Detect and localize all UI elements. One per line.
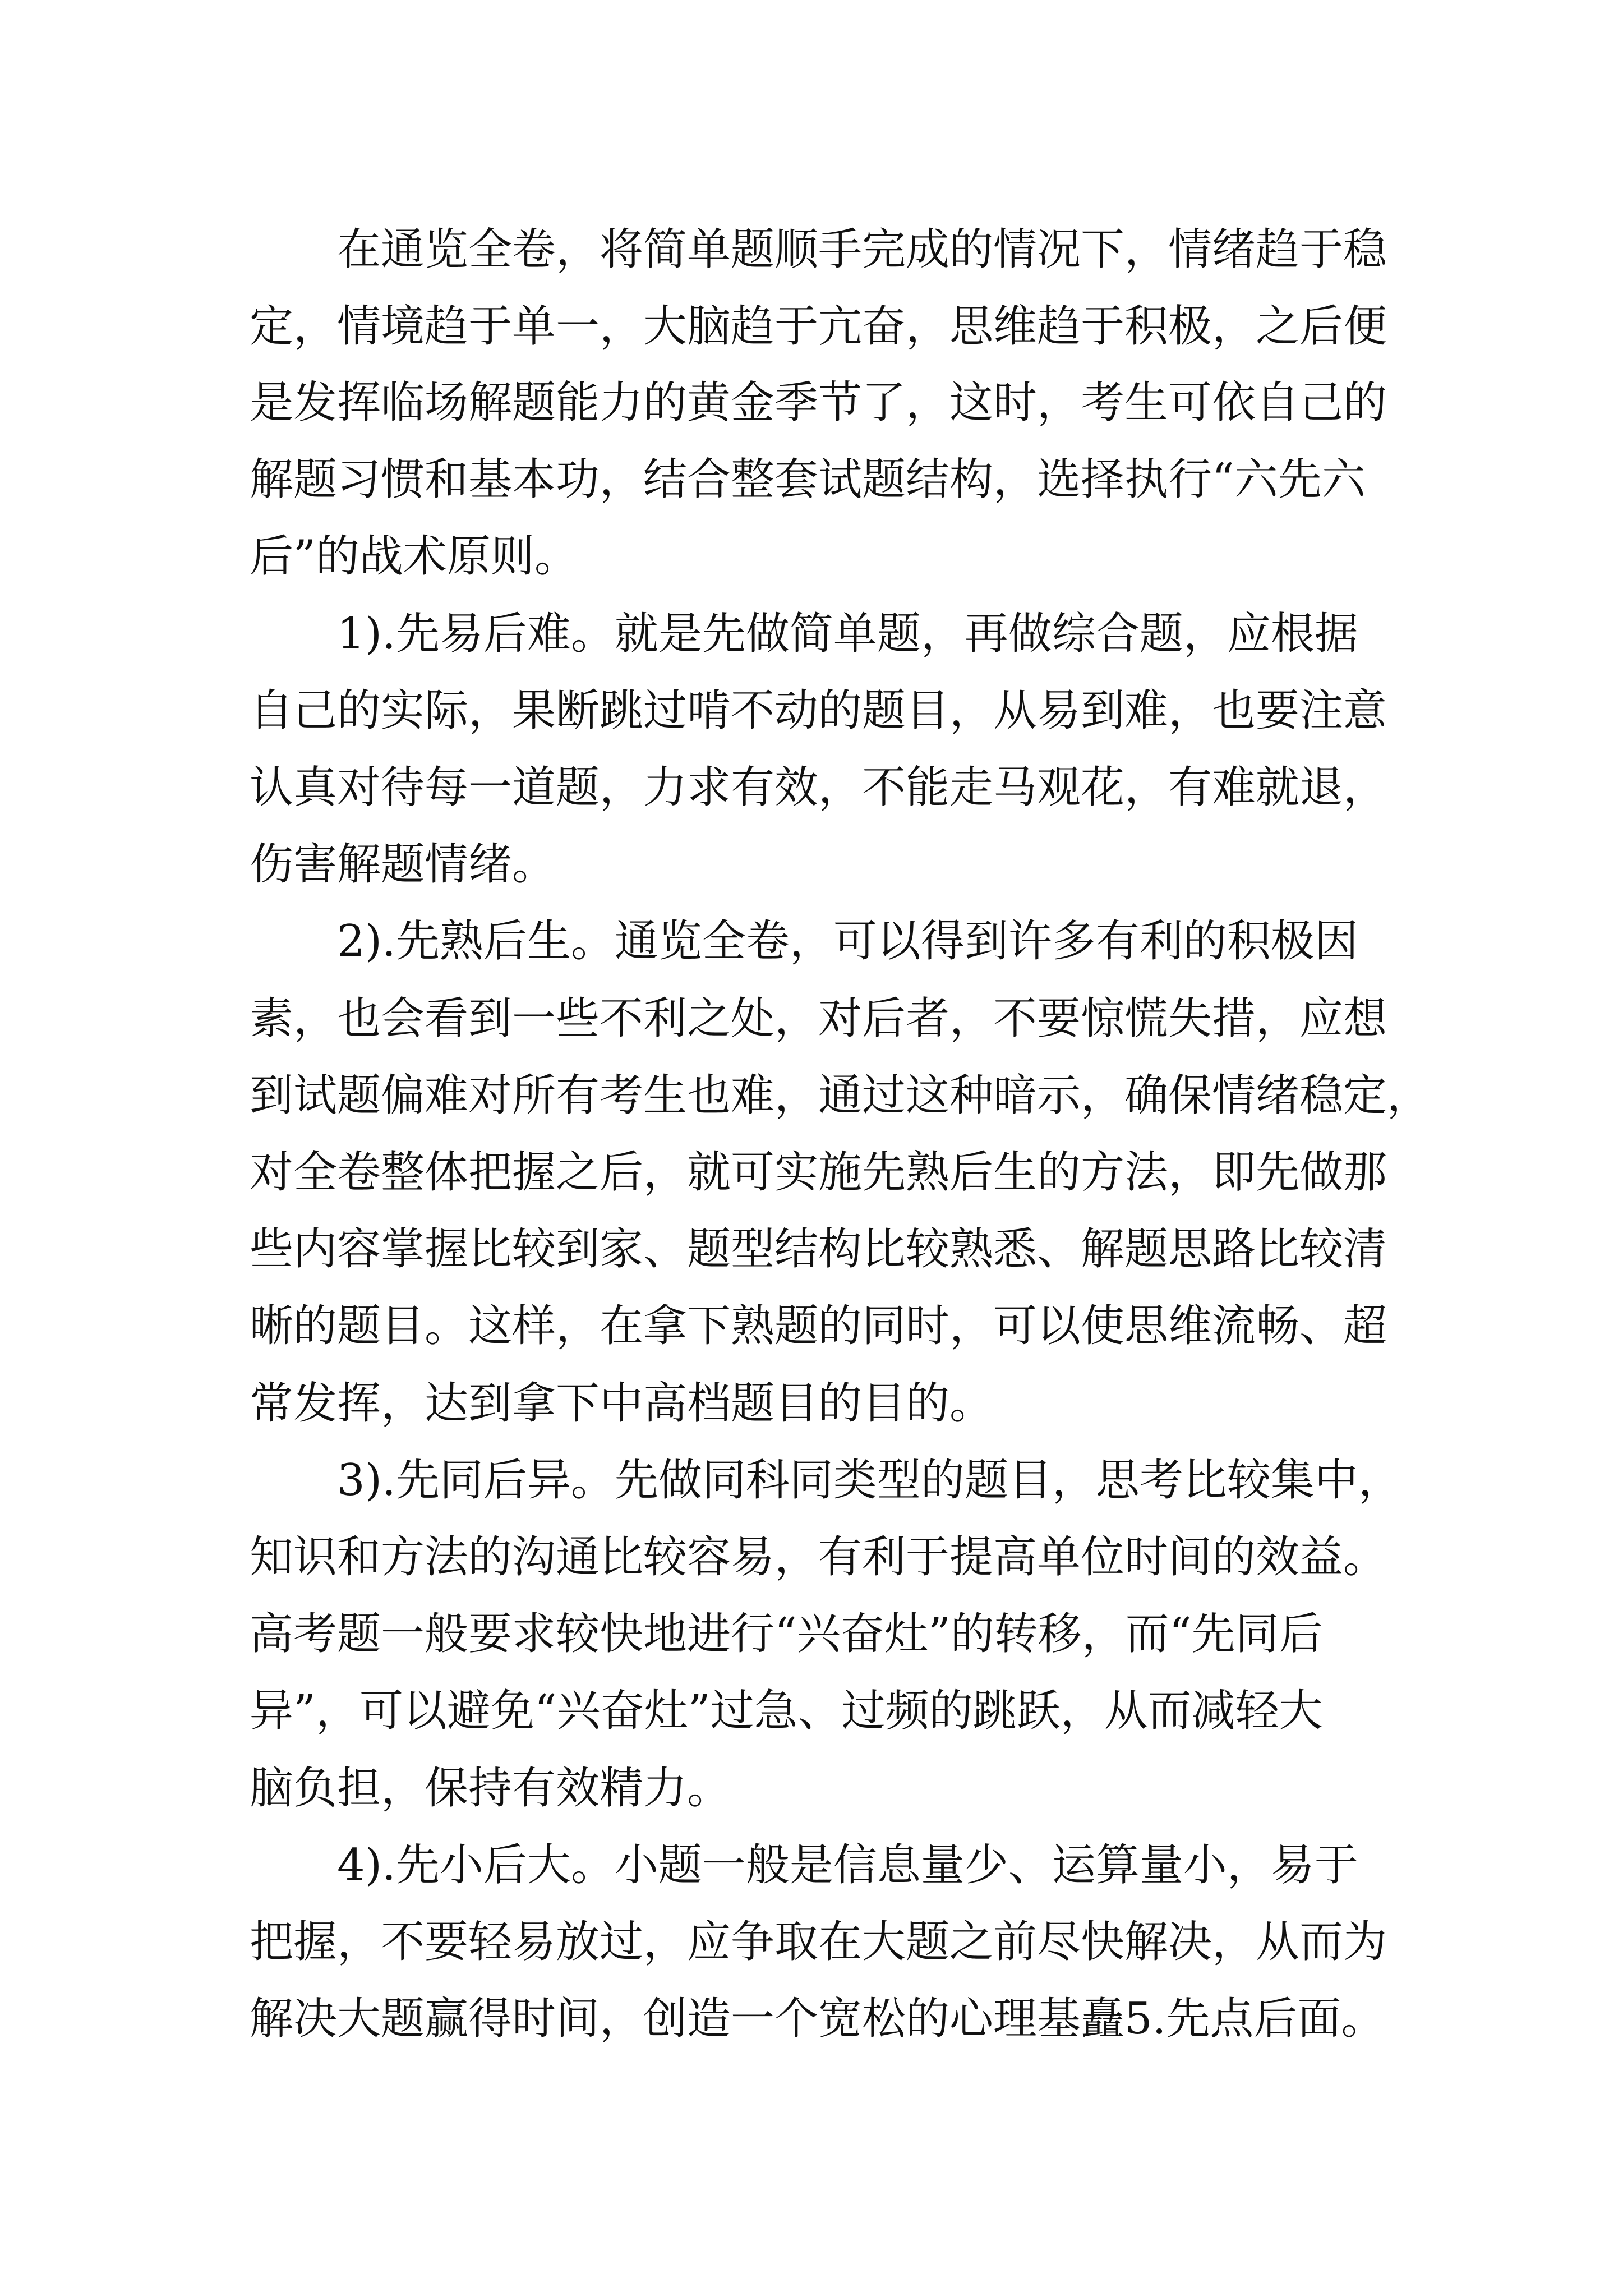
text-line: 伤害解题情绪。 (250, 839, 556, 890)
text-line: 晰的题目。这样，在拿下熟题的同时，可以使思维流畅、超 (250, 1301, 1387, 1351)
text-line: 常发挥，达到拿下中高档题目的目的。 (250, 1378, 994, 1429)
text-line: 解决大题赢得时间，创造一个宽松的心理基矗5.先点后面。 (250, 1994, 1385, 2044)
text-line: 些内容掌握比较到家、题型结构比较熟悉、解题思路比较清 (250, 1224, 1387, 1274)
text-line: 是发挥临场解题能力的黄金季节了，这时，考生可依自己的 (250, 378, 1387, 428)
text-line: 2).先熟后生。通览全卷，可以得到许多有利的积极因 (250, 916, 1358, 967)
text-line: 知识和方法的沟通比较容易，有利于提高单位时间的效益。 (250, 1532, 1387, 1582)
text-line: 自己的实际，果断跳过啃不动的题目，从易到难，也要注意 (250, 685, 1387, 736)
text-line: 到试题偏难对所有考生也难，通过这种暗示，确保情绪稳定， (250, 1070, 1431, 1121)
text-line: 4).先小后大。小题一般是信息量少、运算量小，易于 (250, 1840, 1358, 1890)
text-line: 对全卷整体把握之后，就可实施先熟后生的方法，即先做那 (250, 1147, 1387, 1198)
text-line: 把握，不要轻易放过，应争取在大题之前尽快解决，从而为 (250, 1917, 1387, 1967)
text-line: 1).先易后难。就是先做简单题，再做综合题，应根据 (250, 609, 1358, 659)
text-line: 认真对待每一道题，力求有效，不能走马观花，有难就退， (250, 762, 1387, 813)
text-line: 异”，可以避免“兴奋灶”过急、过频的跳跃，从而减轻大 (250, 1686, 1323, 1736)
text-line: 3).先同后异。先做同科同类型的题目，思考比较集中， (250, 1455, 1402, 1506)
text-line: 定，情境趋于单一，大脑趋于亢奋，思维趋于积极，之后便 (250, 301, 1387, 352)
text-line: 解题习惯和基本功，结合整套试题结构，选择执行“六先六 (250, 454, 1366, 505)
text-line: 在通览全卷，将简单题顺手完成的情况下，情绪趋于稳 (250, 224, 1387, 275)
text-line: 素，也会看到一些不利之处，对后者，不要惊慌失措，应想 (250, 993, 1387, 1044)
text-line: 脑负担，保持有效精力。 (250, 1763, 731, 1814)
text-line: 后”的战术原则。 (250, 531, 578, 582)
text-line: 高考题一般要求较快地进行“兴奋灶”的转移，而“先同后 (250, 1609, 1323, 1659)
